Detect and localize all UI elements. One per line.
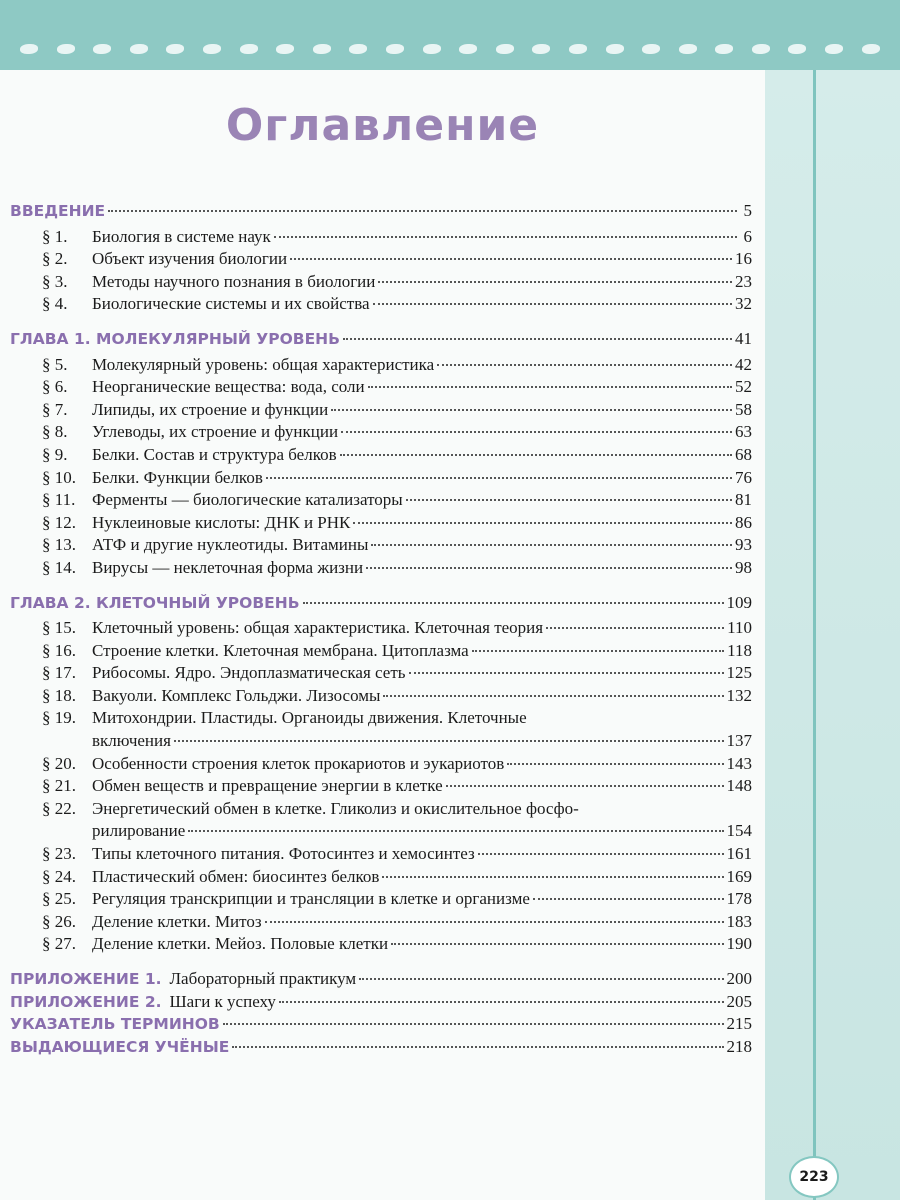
section-title: Энергетический обмен в клетке. Гликолиз и окислительное фосфо- xyxy=(92,798,579,818)
toc-item[interactable] xyxy=(10,775,752,798)
section-title: Обмен веществ и превращение энергии в клетке xyxy=(92,776,443,796)
dot-leader xyxy=(382,876,723,878)
toc-item[interactable] xyxy=(10,354,752,377)
dot-leader xyxy=(343,338,732,340)
section-number: § 6. xyxy=(42,377,68,397)
section-title-continued: включения xyxy=(92,731,171,751)
section-number: § 13. xyxy=(42,535,76,555)
dot-leader xyxy=(391,943,723,945)
toc-item[interactable] xyxy=(10,617,752,640)
section-number: § 19. xyxy=(42,708,76,728)
section-title: АТФ и другие нуклеотиды. Витамины xyxy=(92,535,369,555)
section-number: § 5. xyxy=(42,354,68,374)
section-title: Методы научного познания в биологии xyxy=(92,271,376,291)
toc-item-line2[interactable] xyxy=(10,820,752,843)
section-title: Нуклеиновые кислоты: ДНК и РНК xyxy=(92,512,351,532)
page-ref: 52 xyxy=(735,377,752,397)
table-of-contents xyxy=(10,200,752,1070)
dot-leader xyxy=(265,921,724,923)
toc-heading-chapter1[interactable] xyxy=(10,328,752,351)
page-ref: 154 xyxy=(726,821,752,841)
toc-item[interactable] xyxy=(10,534,752,557)
section-number: § 24. xyxy=(42,866,76,886)
top-decor-band xyxy=(0,0,900,70)
section-title: Белки. Состав и структура белков xyxy=(92,444,337,464)
dot-leader xyxy=(353,522,732,524)
section-number: § 8. xyxy=(42,422,68,442)
toc-item[interactable] xyxy=(10,489,752,512)
page-ref: 215 xyxy=(726,1014,752,1034)
section-number: § 11. xyxy=(42,490,76,510)
section-title: Ферменты — биологические катализаторы xyxy=(92,490,403,510)
dot-leader xyxy=(446,785,724,787)
section-number: § 17. xyxy=(42,663,76,683)
toc-item[interactable] xyxy=(10,662,752,685)
page-ref: 200 xyxy=(726,969,752,988)
heading-label: УКАЗАТЕЛЬ ТЕРМИНОВ xyxy=(10,1015,220,1034)
page-ref: 169 xyxy=(726,866,752,886)
page-ref: 178 xyxy=(726,889,752,909)
page-ref: 76 xyxy=(735,467,752,487)
dot-leader xyxy=(383,695,723,697)
chapter1-section xyxy=(10,328,752,580)
dot-leader xyxy=(279,1001,724,1003)
section-title: Биология в системе наук xyxy=(92,226,271,246)
section-number: § 21. xyxy=(42,776,76,796)
page-ref: 205 xyxy=(726,991,752,1011)
section-number: § 10. xyxy=(42,467,76,487)
section-title: Неорганические вещества: вода, соли xyxy=(92,377,365,397)
page-ref: 218 xyxy=(726,1036,752,1056)
section-number: § 15. xyxy=(42,618,76,638)
page-ref: 190 xyxy=(726,934,752,954)
page-ref: 93 xyxy=(735,535,752,555)
intro-section xyxy=(10,200,752,316)
section-title: Углеводы, их строение и функции xyxy=(92,422,339,442)
page-ref: 42 xyxy=(735,354,752,374)
appendix-title: Шаги к успеху xyxy=(169,991,276,1011)
section-title: Регуляция транскрипции и трансляции в клетке и организме xyxy=(92,889,530,909)
page-ref: 16 xyxy=(735,249,752,269)
page-ref: 98 xyxy=(735,557,752,577)
section-title-continued: рилирование xyxy=(92,821,186,841)
dot-leader xyxy=(331,409,732,411)
page-ref: 23 xyxy=(735,271,752,291)
toc-terms-index[interactable] xyxy=(10,1013,752,1036)
section-number: § 23. xyxy=(42,844,76,864)
page-ref: 161 xyxy=(726,844,752,864)
section-title: Типы клеточного питания. Фотосинтез и хемосинтез xyxy=(92,844,475,864)
page-ref: 143 xyxy=(726,753,752,773)
dot-leader xyxy=(472,650,724,652)
animal-silhouettes-decor xyxy=(20,36,880,62)
dot-leader xyxy=(340,454,732,456)
page-ref: 110 xyxy=(727,618,752,638)
toc-heading-chapter2[interactable] xyxy=(10,592,752,615)
section-number: § 25. xyxy=(42,889,76,909)
page-ref: 86 xyxy=(735,512,752,532)
section-number: § 3. xyxy=(42,271,68,291)
toc-item[interactable] xyxy=(10,444,752,467)
toc-item[interactable] xyxy=(10,512,752,535)
dot-leader xyxy=(406,499,732,501)
dot-leader xyxy=(546,627,724,629)
section-number: § 7. xyxy=(42,399,68,419)
toc-item[interactable] xyxy=(10,753,752,776)
section-title: Биологические системы и их свойства xyxy=(92,294,370,314)
dot-leader xyxy=(341,431,732,433)
toc-item[interactable] xyxy=(10,911,752,934)
toc-item[interactable] xyxy=(10,557,752,580)
section-title: Строение клетки. Клеточная мембрана. Цитоплазма xyxy=(92,640,469,660)
dot-leader xyxy=(223,1023,724,1025)
section-title: Объект изучения биологии xyxy=(92,249,288,269)
section-title: Митохондрии. Пластиды. Органоиды движения. Клеточные xyxy=(92,708,527,728)
dot-leader xyxy=(274,236,737,238)
toc-item[interactable] xyxy=(10,421,752,444)
dot-leader xyxy=(371,544,732,546)
page-ref: 32 xyxy=(735,294,752,314)
toc-item[interactable] xyxy=(10,467,752,490)
section-title: Особенности строения клеток прокариотов и эукариотов xyxy=(92,753,505,773)
section-number: § 9. xyxy=(42,444,68,464)
toc-item[interactable] xyxy=(10,685,752,708)
section-number: § 12. xyxy=(42,512,76,532)
page-ref: 81 xyxy=(735,490,752,510)
toc-item[interactable] xyxy=(10,843,752,866)
section-title: Клеточный уровень: общая характеристика. Клеточная теория xyxy=(92,618,544,638)
section-number: § 27. xyxy=(42,934,76,954)
dot-leader xyxy=(378,281,732,283)
dot-leader xyxy=(409,672,724,674)
right-decor-line xyxy=(813,70,816,1200)
section-title: Липиды, их строение и функции xyxy=(92,399,329,419)
toc-item[interactable] xyxy=(10,248,752,271)
section-number: § 26. xyxy=(42,911,76,931)
toc-item[interactable] xyxy=(10,888,752,911)
section-title: Молекулярный уровень: общая характеристика xyxy=(92,354,435,374)
dot-leader xyxy=(303,602,724,604)
section-number: § 20. xyxy=(42,753,76,773)
dot-leader xyxy=(232,1046,723,1048)
toc-item-line1[interactable] xyxy=(10,707,752,730)
page-ref: 6 xyxy=(743,226,752,246)
section-number: § 16. xyxy=(42,640,76,660)
page-ref: 63 xyxy=(735,422,752,442)
heading-label: ПРИЛОЖЕНИЕ 2. xyxy=(10,992,162,1011)
page-ref: 137 xyxy=(726,731,752,751)
heading-label: ВВЕДЕНИЕ xyxy=(10,202,106,220)
dot-leader xyxy=(533,898,724,900)
dot-leader xyxy=(437,364,732,366)
dot-leader xyxy=(290,258,732,260)
page-ref: 58 xyxy=(735,399,752,419)
dot-leader xyxy=(366,567,732,569)
appendix-section xyxy=(10,968,752,1058)
section-title: Деление клетки. Мейоз. Половые клетки xyxy=(92,934,389,954)
chapter2-section xyxy=(10,592,752,957)
page-ref: 5 xyxy=(743,201,752,220)
section-number: § 18. xyxy=(42,685,76,705)
page-ref: 109 xyxy=(726,592,752,612)
toc-item[interactable] xyxy=(10,640,752,663)
dot-leader xyxy=(478,853,724,855)
heading-label: ГЛАВА 2. КЛЕТОЧНЫЙ УРОВЕНЬ xyxy=(10,593,300,612)
section-title: Рибосомы. Ядро. Эндоплазматическая сеть xyxy=(92,663,406,683)
toc-scientists[interactable] xyxy=(10,1036,752,1059)
dot-leader xyxy=(174,740,724,742)
section-title: Вакуоли. Комплекс Гольджи. Лизосомы xyxy=(92,685,381,705)
section-title: Деление клетки. Митоз xyxy=(92,911,262,931)
section-title: Вирусы — неклеточная форма жизни xyxy=(92,557,364,577)
page-ref: 68 xyxy=(735,444,752,464)
right-decor-panel xyxy=(765,70,900,1200)
toc-item[interactable] xyxy=(10,226,752,249)
page-ref: 132 xyxy=(726,685,752,705)
dot-leader xyxy=(359,978,723,980)
toc-item[interactable] xyxy=(10,933,752,956)
heading-label: ВЫДАЮЩИЕСЯ УЧЁНЫЕ xyxy=(10,1037,230,1056)
page-ref: 118 xyxy=(727,640,752,660)
toc-heading-intro[interactable] xyxy=(10,200,752,223)
dot-leader xyxy=(373,303,732,305)
dot-leader xyxy=(368,386,732,388)
toc-item[interactable] xyxy=(10,399,752,422)
section-title: Белки. Функции белков xyxy=(92,467,263,487)
heading-label: ПРИЛОЖЕНИЕ 1. xyxy=(10,970,162,988)
page-ref: 148 xyxy=(726,776,752,796)
appendix-title: Лабораторный практикум xyxy=(169,969,357,988)
toc-item[interactable] xyxy=(10,293,752,316)
page-ref: 125 xyxy=(726,663,752,683)
dot-leader xyxy=(507,763,723,765)
toc-item[interactable] xyxy=(10,866,752,889)
page-title: Оглавление xyxy=(225,100,540,151)
section-number: § 4. xyxy=(42,294,68,314)
dot-leader xyxy=(108,210,737,212)
toc-appendix-1[interactable] xyxy=(10,968,752,991)
section-number: § 14. xyxy=(42,557,76,577)
toc-appendix-2[interactable] xyxy=(10,991,752,1014)
section-title: Пластический обмен: биосинтез белков xyxy=(92,866,380,886)
dot-leader xyxy=(188,830,723,832)
toc-item-line1[interactable] xyxy=(10,798,752,821)
page-ref: 41 xyxy=(735,328,752,348)
dot-leader xyxy=(266,477,732,479)
section-number: § 1. xyxy=(42,226,68,246)
section-number: § 22. xyxy=(42,798,76,818)
page-ref: 183 xyxy=(726,911,752,931)
section-number: § 2. xyxy=(42,249,68,269)
toc-item-line2[interactable] xyxy=(10,730,752,753)
toc-item[interactable] xyxy=(10,376,752,399)
toc-item[interactable] xyxy=(10,271,752,294)
heading-label: ГЛАВА 1. МОЛЕКУЛЯРНЫЙ УРОВЕНЬ xyxy=(10,329,340,348)
page-number-badge: 223 xyxy=(789,1156,839,1198)
